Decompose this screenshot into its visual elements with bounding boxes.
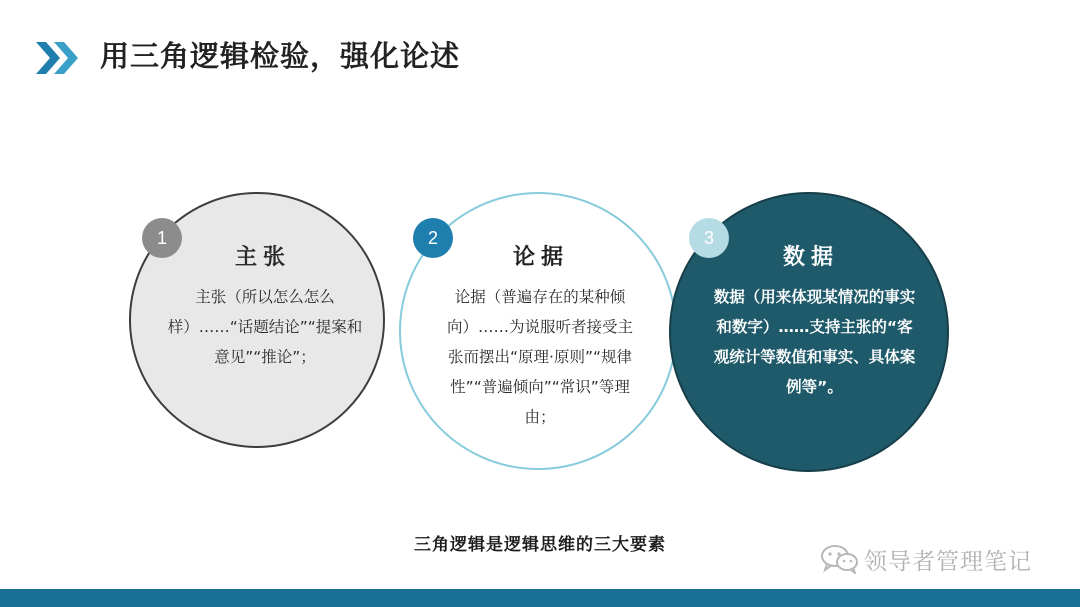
double-chevron-right-icon [36, 40, 80, 76]
text-claim: 主张（所以怎么怎么样）……“话题结论”“提案和意见”“推论”； [167, 288, 363, 366]
heading-data: 数据 [782, 245, 839, 270]
number-badge-3: 3 [689, 218, 729, 258]
heading-warrant: 论据 [512, 245, 569, 270]
text-warrant: 论据（普遍存在的某种倾向）……为说服听者接受主张而摆出“原理·原则”“规律性”“普遍倾向”“常识”等理由； [446, 288, 633, 426]
number-badge-2: 2 [413, 218, 453, 258]
watermark [820, 543, 1032, 575]
text-data: 数据（用来体现某情况的事实和数字）……支持主张的“客观统计等数值和事实、具体案例等”。 [713, 288, 916, 396]
heading-claim: 主张 [234, 245, 291, 270]
watermark-text: 领导者管理笔记 [864, 548, 1032, 575]
number-badge-1: 1 [142, 218, 182, 258]
wechat-icon [820, 544, 860, 574]
subtitle: 三角逻辑是逻辑思维的三大要素 [414, 535, 666, 555]
page-title: 用三角逻辑检验，强化论述 [100, 39, 461, 73]
bottom-bar [0, 589, 1080, 607]
